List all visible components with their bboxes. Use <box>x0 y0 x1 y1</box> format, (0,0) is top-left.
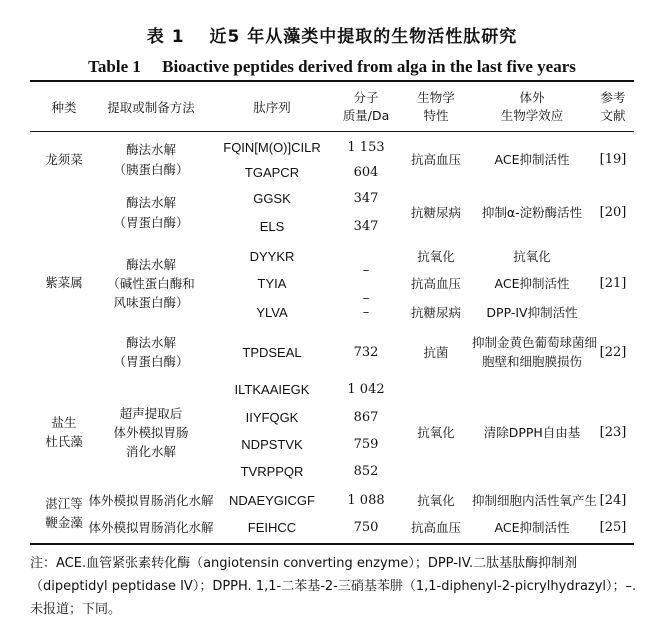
seq-zicai-b1-2: ELS <box>259 219 285 234</box>
mass-zicai-b2-2: – <box>362 291 370 306</box>
invitro-longxu: ACE抑制活性 <box>494 152 570 167</box>
header-bio: 生物学 <box>417 90 455 105</box>
species-yansheng-2: 杜氏藻 <box>45 434 83 449</box>
seq-yansheng-3: NDPSTVK <box>241 437 303 452</box>
ref-zicai-b2: [21] <box>599 276 627 291</box>
bottom-rule <box>30 543 634 545</box>
species-zicai: 紫菜属 <box>45 275 83 290</box>
mass-zicai-b2-1: – <box>362 263 370 278</box>
ref-longxu: [19] <box>599 152 627 167</box>
mass-yansheng-4: 852 <box>353 464 379 479</box>
bio-yansheng: 抗氧化 <box>417 425 455 440</box>
mass-zhanjiang-1: 1 088 <box>347 493 385 508</box>
seq-zicai-b2-3: YLVA <box>256 305 288 320</box>
header-invitro: 体外 <box>519 90 545 105</box>
species-zhanjiang-1: 湛江等 <box>45 496 83 511</box>
seq-yansheng-1: ILTKAAIEGK <box>234 382 310 397</box>
mass-longxu-2: 604 <box>353 165 379 180</box>
table-title-en: Table 1 Bioactive peptides derived from alga in the last five years <box>88 57 576 76</box>
method-zicai-b1-2: （胃蛋白酶） <box>113 215 189 230</box>
seq-zhanjiang-2: FEIHCC <box>247 520 297 535</box>
ref-zicai-b1: [20] <box>599 205 627 220</box>
method-yansheng-1: 超声提取后 <box>119 406 183 421</box>
method-zicai-b1-1: 酶法水解 <box>125 195 176 210</box>
invitro-zicai-b3-2: 胞壁和细胞膜损伤 <box>481 354 582 369</box>
species-yansheng-1: 盐生 <box>51 415 77 430</box>
seq-yansheng-2: IIYFQGK <box>245 410 299 425</box>
table-title-cn: 表 1 近5 年从藻类中提取的生物活性肽研究 <box>146 27 518 47</box>
method-zicai-b3-1: 酶法水解 <box>125 335 176 350</box>
header-ref-2: 文献 <box>600 108 626 123</box>
invitro-zhanjiang-2: ACE抑制活性 <box>494 520 570 535</box>
mass-zhanjiang-2: 750 <box>353 520 379 535</box>
invitro-zicai-b2-1: 抗氧化 <box>513 249 551 264</box>
header-species: 种类 <box>51 100 77 115</box>
method-zicai-b2-1: 酶法水解 <box>125 257 176 272</box>
bio-zicai-b1: 抗糖尿病 <box>410 205 461 220</box>
method-longxu-1: 酶法水解 <box>125 142 176 157</box>
invitro-zicai-b3-1: 抑制金黄色葡萄球菌细 <box>472 335 598 350</box>
seq-zicai-b2-1: DYYKR <box>249 249 295 264</box>
header-mass: 分子 <box>353 90 379 105</box>
seq-zhanjiang-1: NDAEYGICGF <box>229 493 315 508</box>
header-sequence: 肽序列 <box>253 100 291 115</box>
seq-longxu-1: FQIN[M(O)]CILR <box>223 140 321 155</box>
mass-yansheng-1: 1 042 <box>347 382 385 397</box>
bio-longxu: 抗高血压 <box>410 152 461 167</box>
header-method: 提取或制备方法 <box>107 100 195 115</box>
mass-zicai-b1-1: 347 <box>353 191 379 206</box>
header-bio-2: 特性 <box>423 108 449 123</box>
ref-zhanjiang-2: [25] <box>599 520 627 535</box>
ref-zicai-b3: [22] <box>599 345 627 360</box>
bio-zicai-b2-1: 抗氧化 <box>417 249 455 264</box>
species-zhanjiang-2: 鞭金藻 <box>45 515 83 530</box>
seq-yansheng-4: TVRPPQR <box>240 464 304 479</box>
method-zicai-b2-2: （碱性蛋白酶和 <box>107 276 195 291</box>
bio-zicai-b3: 抗菌 <box>423 345 449 360</box>
mass-yansheng-3: 759 <box>353 437 379 452</box>
mass-zicai-b1-2: 347 <box>353 219 379 234</box>
header-rule <box>30 131 634 132</box>
header-ref: 参考 <box>600 90 626 105</box>
invitro-zicai-b1: 抑制α-淀粉酶活性 <box>481 205 583 220</box>
method-zhanjiang-2: 体外模拟胃肠消化水解 <box>88 520 214 535</box>
header-mass-unit: 质量/Da <box>342 108 390 123</box>
mass-zicai-b2-3: – <box>362 305 370 320</box>
invitro-zicai-b2-3: DPP-IV抑制活性 <box>486 305 578 320</box>
bio-zicai-b2-2: 抗高血压 <box>410 276 461 291</box>
header-invitro-2: 生物学效应 <box>500 108 564 123</box>
seq-longxu-2: TGAPCR <box>244 165 300 180</box>
seq-zicai-b3: TPDSEAL <box>242 345 302 360</box>
bio-zicai-b2-3: 抗糖尿病 <box>410 305 461 320</box>
method-zicai-b2-3: 风味蛋白酶） <box>113 295 189 310</box>
invitro-zhanjiang-1: 抑制细胞内活性氧产生 <box>472 493 598 508</box>
method-zhanjiang-1: 体外模拟胃肠消化水解 <box>88 493 214 508</box>
species-longxu: 龙须菜 <box>45 152 83 167</box>
method-yansheng-3: 消化水解 <box>125 444 176 459</box>
bio-zhanjiang-1: 抗氧化 <box>417 493 455 508</box>
mass-yansheng-2: 867 <box>353 410 379 425</box>
method-zicai-b3-2: （胃蛋白酶） <box>113 354 189 369</box>
invitro-zicai-b2-2: ACE抑制活性 <box>494 276 570 291</box>
bio-zhanjiang-2: 抗高血压 <box>410 520 461 535</box>
ref-zhanjiang-1: [24] <box>599 493 627 508</box>
table-footnote: 注：ACE.血管紧张素转化酶（angiotensin converting enzyme）；DPP-IV.二肽基肽酶抑制剂（dipeptidyl peptidase IV）；DPPH. 1,1-二苯基-2-三硝基苯肼（1,1-diphenyl-2-picrylhydrazyl）；–.未报道；下同。 <box>30 556 637 617</box>
method-yansheng-2: 体外模拟胃肠 <box>113 425 189 440</box>
ref-yansheng: [23] <box>599 425 627 440</box>
top-rule <box>30 80 634 82</box>
mass-longxu-1: 1 153 <box>347 140 385 155</box>
seq-zicai-b1-1: GGSK <box>253 191 291 206</box>
mass-zicai-b3: 732 <box>353 345 379 360</box>
invitro-yansheng: 清除DPPH自由基 <box>483 425 581 440</box>
seq-zicai-b2-2: TYIA <box>257 276 287 291</box>
method-longxu-2: （胰蛋白酶） <box>113 162 189 177</box>
